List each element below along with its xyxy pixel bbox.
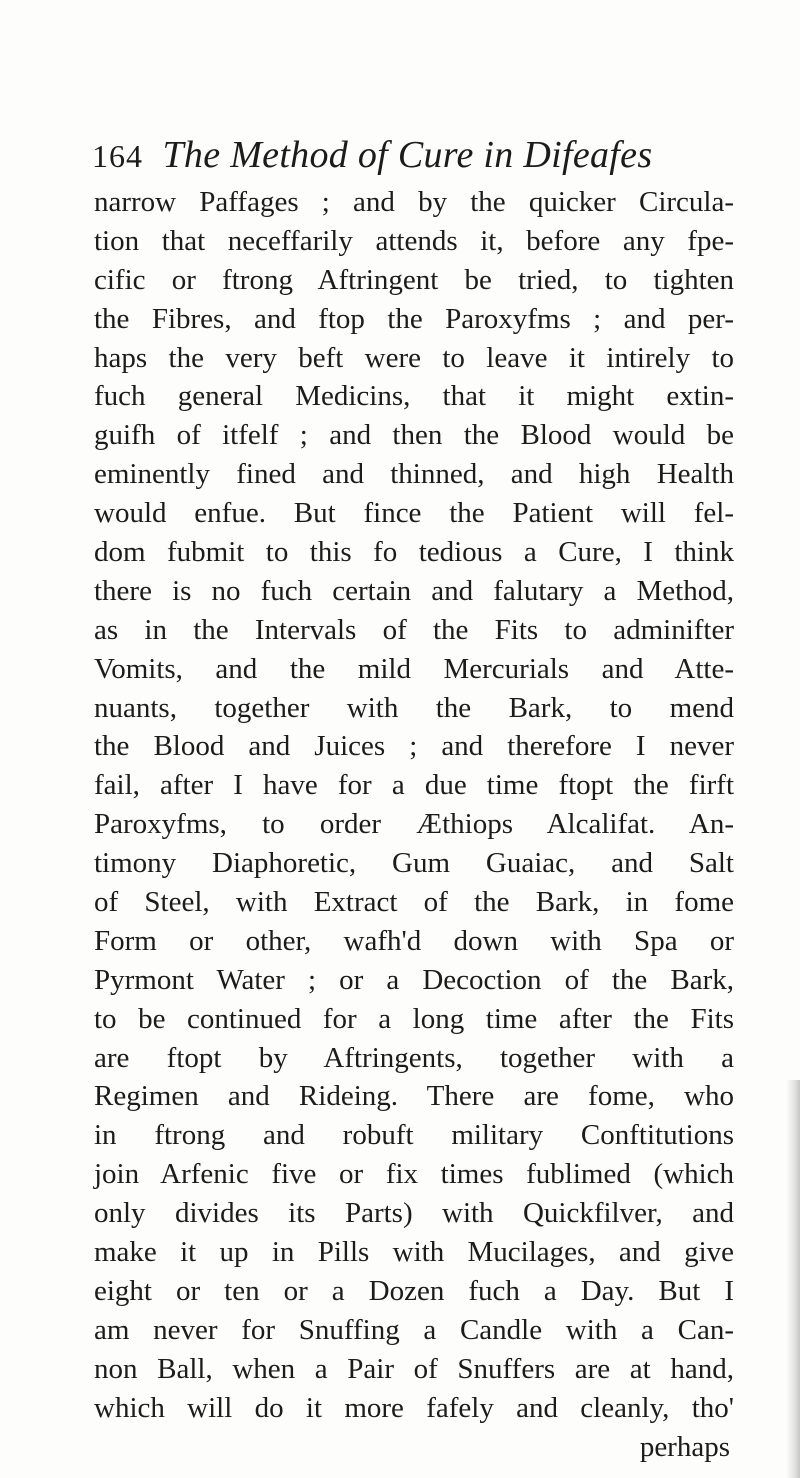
text-line: guifh of itfelf ; and then the Blood would be xyxy=(94,419,734,452)
catchword: perhaps xyxy=(639,1430,730,1463)
text-line: Regimen and Rideing. There are fome, who xyxy=(94,1080,734,1113)
text-line: there is no fuch certain and falutary a Method, xyxy=(94,574,734,607)
text-line: to be continued for a long time after the Fits xyxy=(94,1002,734,1035)
text-line: haps the very beft were to leave it intirely to xyxy=(94,341,734,374)
text-line: eminently fined and thinned, and high Health xyxy=(94,458,734,491)
page-edge-shadow xyxy=(786,1080,800,1478)
text-line: would enfue. But fince the Patient will fel- xyxy=(94,497,734,530)
text-line: nuants, together with the Bark, to mend xyxy=(94,691,734,724)
text-line: narrow Paffages ; and by the quicker Circula- xyxy=(94,186,734,218)
page-number: 164 xyxy=(92,138,143,174)
text-line: cific or ftrong Aftringent be tried, to tighten xyxy=(94,263,734,296)
text-line: fuch general Medicins, that it might extin- xyxy=(94,380,734,413)
body-text xyxy=(94,183,734,1466)
text-line: are ftopt by Aftringents, together with a xyxy=(94,1041,734,1074)
text-line: of Steel, with Extract of the Bark, in fome xyxy=(94,886,734,919)
text-line: as in the Intervals of the Fits to adminifter xyxy=(94,613,734,646)
text-line: Pyrmont Water ; or a Decoction of the Bark, xyxy=(94,963,734,996)
text-line: timony Diaphoretic, Gum Guaiac, and Salt xyxy=(94,847,734,880)
text-line: join Arfenic five or fix times fublimed (which xyxy=(94,1158,734,1191)
page-header xyxy=(92,128,732,182)
text-line: dom fubmit to this fo tedious a Cure, I think xyxy=(94,536,734,569)
text-line: eight or ten or a Dozen fuch a Day. But I xyxy=(94,1274,734,1307)
text-line: non Ball, when a Pair of Snuffers are at hand, xyxy=(94,1352,734,1385)
text-line: Paroxyfms, to order Æthiops Alcalifat. An- xyxy=(94,808,734,841)
text-line: the Fibres, and ftop the Paroxyfms ; and per- xyxy=(94,302,734,335)
text-line: Vomits, and the mild Mercurials and Atte- xyxy=(94,652,734,685)
text-line: in ftrong and robuft military Conftitutions xyxy=(94,1119,734,1152)
text-line: fail, after I have for a due time ftopt the firft xyxy=(94,769,734,802)
text-line: the Blood and Juices ; and therefore I never xyxy=(94,730,734,763)
text-line: am never for Snuffing a Candle with a Can- xyxy=(94,1313,734,1346)
text-line: make it up in Pills with Mucilages, and give xyxy=(94,1236,734,1269)
running-title: The Method of Cure in Difeafes xyxy=(162,134,653,176)
text-line: tion that neceffarily attends it, before any fpe- xyxy=(94,224,734,257)
text-line: which will do it more fafely and cleanly, tho' xyxy=(94,1391,734,1424)
text-line: Form or other, wafh'd down with Spa or xyxy=(94,924,734,957)
text-line: only divides its Parts) with Quickfilver, and xyxy=(94,1197,734,1230)
